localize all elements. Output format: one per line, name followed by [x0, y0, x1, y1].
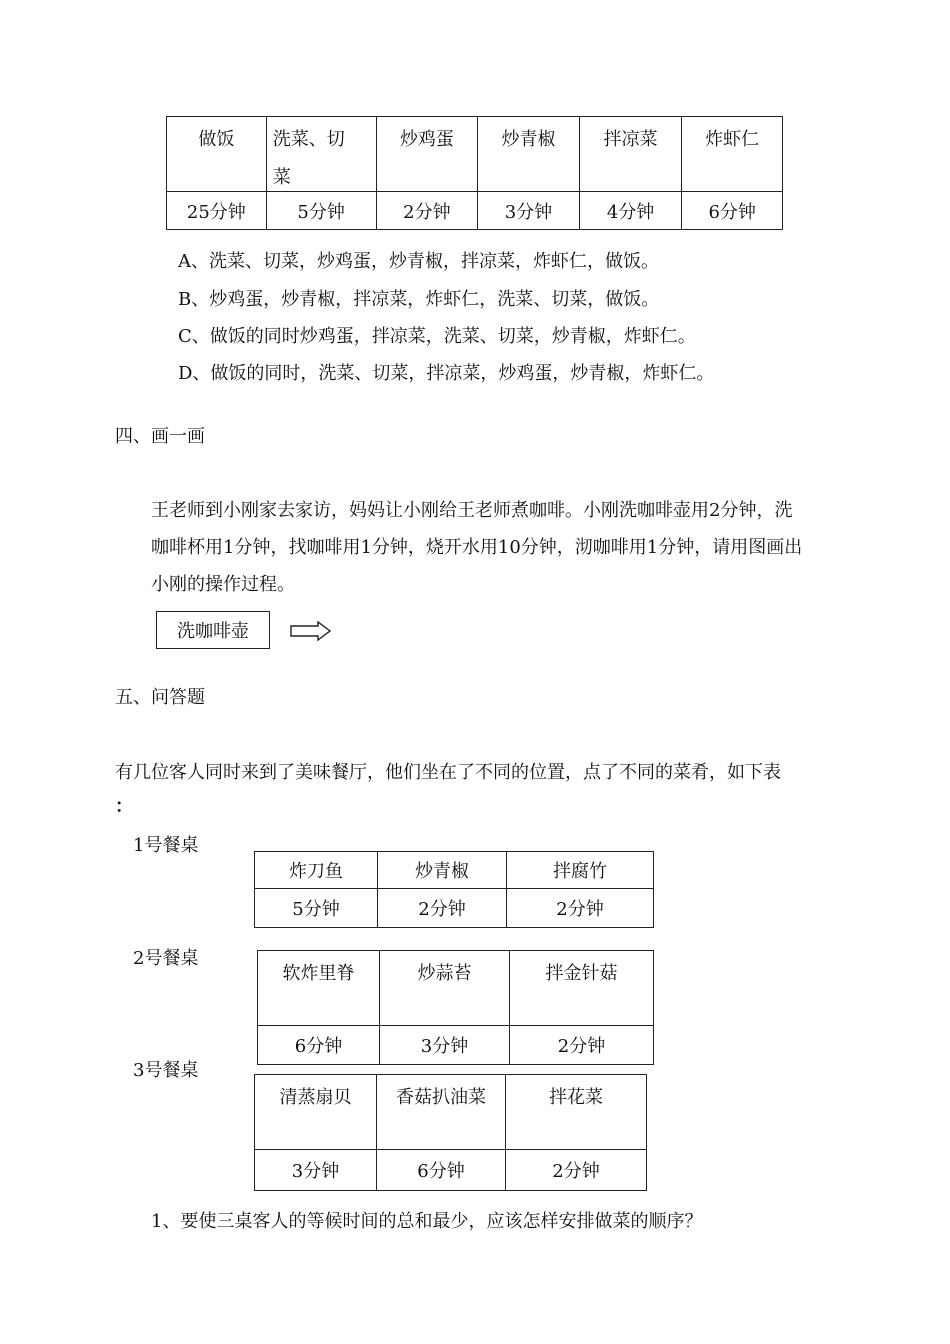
table-cell: 5分钟 [266, 192, 376, 230]
table-cell: 炸刀鱼 [255, 852, 378, 889]
section4-line-1: 王老师到小刚家去家访，妈妈让小刚给王老师煮咖啡。小刚洗咖啡壶用2分钟，洗 [151, 500, 793, 521]
table-cell: 香菇扒油菜 [377, 1075, 506, 1150]
flow-step-box: 洗咖啡壶 [156, 611, 270, 649]
table-cell: 6分钟 [682, 192, 783, 230]
table-cell: 6分钟 [258, 1026, 380, 1065]
table-row [255, 1150, 647, 1191]
table-row [258, 951, 654, 1026]
table-cell: 2分钟 [378, 889, 507, 928]
table-cell: 3分钟 [255, 1150, 377, 1191]
table-cell: 6分钟 [377, 1150, 506, 1191]
table-cell: 软炸里脊 [258, 951, 380, 1026]
table2 [257, 950, 654, 1065]
table-cell: 拌腐竹 [507, 852, 654, 889]
table-cell: 2分钟 [506, 1150, 647, 1191]
section4-line-3: 小刚的操作过程。 [151, 574, 295, 595]
table-row [167, 117, 783, 192]
table-cell: 拌花菜 [506, 1075, 647, 1150]
table-cell: 5分钟 [255, 889, 378, 928]
table-cell: 拌金针菇 [510, 951, 654, 1026]
dish-time-table [166, 116, 783, 230]
right-arrow-icon [290, 621, 332, 641]
table-cell: 2分钟 [510, 1026, 654, 1065]
table-cell: 做饭 [167, 117, 267, 192]
option-a: A、洗菜、切菜，炒鸡蛋，炒青椒，拌凉菜，炸虾仁，做饭。 [178, 251, 659, 272]
table1 [254, 851, 654, 928]
table-cell: 炒青椒 [478, 117, 580, 192]
section5-title: 五、问答题 [115, 687, 205, 708]
section4-line-2: 咖啡杯用1分钟，找咖啡用1分钟，烧开水用10分钟，沏咖啡用1分钟，请用图画出 [151, 537, 803, 558]
table3-label: 3号餐桌 [133, 1060, 199, 1081]
table3 [254, 1074, 647, 1191]
table-cell: 4分钟 [579, 192, 682, 230]
table-cell: 3分钟 [478, 192, 580, 230]
table-row [258, 1026, 654, 1065]
section4-title: 四、画一画 [115, 426, 205, 447]
option-d: D、做饭的同时，洗菜、切菜，拌凉菜，炒鸡蛋，炒青椒，炸虾仁。 [178, 363, 715, 384]
table-cell: 炒鸡蛋 [376, 117, 478, 192]
table-cell: 拌凉菜 [579, 117, 682, 192]
table-cell: 25分钟 [167, 192, 267, 230]
table-cell: 洗菜、切 菜 [266, 117, 376, 192]
table-cell: 清蒸扇贝 [255, 1075, 377, 1150]
table-cell: 炒蒜苔 [380, 951, 510, 1026]
option-c: C、做饭的同时炒鸡蛋，拌凉菜，洗菜、切菜，炒青椒，炸虾仁。 [178, 326, 696, 347]
table-row [255, 852, 654, 889]
question-1: 1、要使三桌客人的等候时间的总和最少，应该怎样安排做菜的顺序？ [151, 1211, 703, 1232]
table1-label: 1号餐桌 [133, 835, 199, 856]
table-row [255, 1075, 647, 1150]
table-row [167, 192, 783, 230]
section5-intro: 有几位客人同时来到了美味餐厅，他们坐在了不同的位置，点了不同的菜肴，如下表 [115, 762, 781, 783]
table-row [255, 889, 654, 928]
table-cell: 3分钟 [380, 1026, 510, 1065]
table-cell: 炒青椒 [378, 852, 507, 889]
table-cell: 2分钟 [376, 192, 478, 230]
section5-intro-tail: ： [115, 796, 133, 817]
table-cell: 炸虾仁 [682, 117, 783, 192]
table2-label: 2号餐桌 [133, 948, 199, 969]
option-b: B、炒鸡蛋，炒青椒，拌凉菜，炸虾仁，洗菜、切菜，做饭。 [178, 289, 660, 310]
table-cell: 2分钟 [507, 889, 654, 928]
